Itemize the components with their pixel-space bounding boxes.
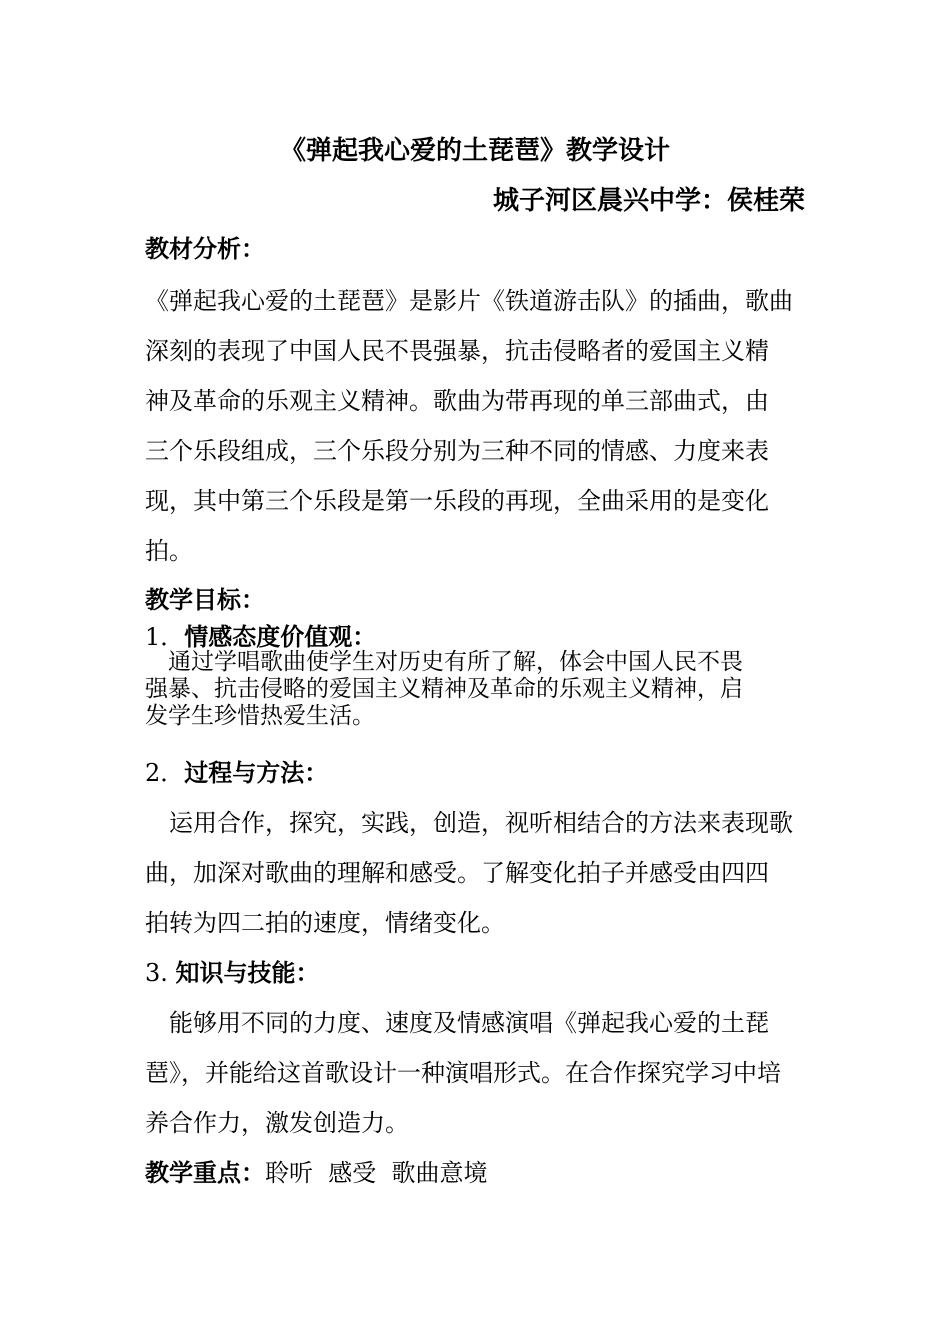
paragraph-line: 曲，加深对歌曲的理解和感受。了解变化拍子并感受由四四: [145, 859, 769, 887]
paragraph-line: 神及革命的乐观主义精神。歌曲为带再现的单三部曲式，由: [145, 387, 769, 415]
paragraph-line: 现，其中第三个乐段是第一乐段的再现，全曲采用的是变化: [145, 487, 769, 515]
goal-item-number: 2．: [145, 759, 185, 787]
paragraph-line: 能够用不同的力度、速度及情感演唱《弹起我心爱的土琵: [145, 1009, 769, 1037]
paragraph-line: 拍。: [145, 537, 193, 565]
section-heading-material-analysis: 教材分析：: [145, 234, 265, 263]
goal-item-2-heading: [145, 758, 805, 788]
paragraph-line: 琶》，并能给这首歌设计一种演唱形式。在合作探究学习中培: [145, 1059, 781, 1087]
goal-item-label: 情感态度价值观：: [184, 622, 377, 651]
section-heading-teaching-focus: 教学重点：: [145, 1158, 265, 1187]
goal-item-1-heading: [145, 622, 805, 652]
paragraph-line: 《弹起我心爱的土琵琶》是影片《铁道游击队》的插曲，歌曲: [145, 287, 793, 315]
goal-item-number: 1．: [145, 623, 185, 651]
goal-item-number: 3.: [145, 959, 176, 987]
document-title: 《弹起我心爱的土琵琶》教学设计: [279, 136, 670, 166]
paragraph-line: 通过学唱歌曲使学生对历史有所了解，体会中国人民不畏: [145, 649, 743, 675]
paragraph-line: 养合作力，激发创造力。: [145, 1109, 409, 1137]
goal-item-label: 过程与方法：: [184, 758, 329, 787]
teaching-focus-content: 聆听 感受 歌曲意境: [265, 1159, 488, 1187]
paragraph-line: 发学生珍惜热爱生活。: [145, 703, 375, 729]
section-heading-teaching-goals: 教学目标：: [145, 585, 265, 614]
goal-item-label: 知识与技能：: [175, 958, 320, 987]
paragraph-line: 三个乐段组成，三个乐段分别为三种不同的情感、力度来表: [145, 437, 769, 465]
paragraph-line: 运用合作，探究，实践，创造，视听相结合的方法来表现歌: [145, 809, 793, 837]
document-author: 城子河区晨兴中学：侯桂荣: [492, 186, 805, 216]
paragraph-line: 强暴、抗击侵略的爱国主义精神及革命的乐观主义精神，启: [145, 676, 743, 702]
paragraph-line: 拍转为四二拍的速度，情绪变化。: [145, 909, 505, 937]
goal-item-3-heading: [145, 958, 805, 988]
teaching-focus-line: [145, 1158, 805, 1188]
paragraph-line: 深刻的表现了中国人民不畏强暴，抗击侵略者的爱国主义精: [145, 337, 769, 365]
